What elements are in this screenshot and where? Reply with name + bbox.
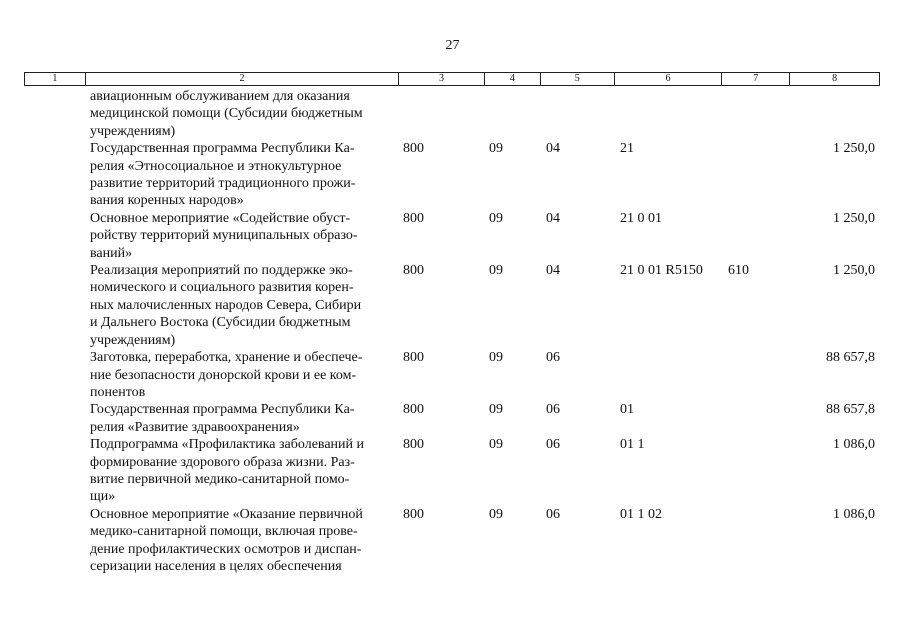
row-subsection-code: 06: [546, 350, 560, 366]
header-col-8: 8: [832, 73, 838, 84]
header-col-2: 2: [86, 73, 399, 85]
row-expense-type: 610: [728, 263, 749, 279]
row-description: [90, 210, 390, 262]
description-line: вания коренных народов»: [90, 193, 244, 209]
description-line: Основное мероприятие «Оказание первичной: [90, 506, 363, 522]
row-ministry-code: 800: [403, 402, 424, 418]
description-line: серизации населения в целях обеспечения: [90, 558, 342, 574]
header-col-7: 7: [722, 73, 790, 85]
description-line: медицинской помощи (Субсидии бюджетным: [90, 106, 363, 122]
row-subsection-code: 04: [546, 141, 560, 157]
row-section-code: 09: [489, 141, 503, 157]
row-section-code: 09: [489, 437, 503, 453]
header-col-1: 1: [25, 73, 86, 85]
row-description: [90, 401, 390, 436]
description-line: Основное мероприятие «Содействие обуст-: [90, 210, 351, 226]
row-amount: 1 250,0: [833, 210, 875, 226]
row-amount: 88 657,8: [826, 402, 875, 418]
description-line: Реализация мероприятий по поддержке эко-: [90, 263, 353, 279]
row-amount: 1 250,0: [833, 263, 875, 279]
row-amount: 1 086,0: [833, 506, 875, 522]
row-section-code: 09: [489, 263, 503, 279]
row-target-article: 21: [620, 141, 634, 157]
row-ministry-code: 800: [403, 506, 424, 522]
description-line: Заготовка, переработка, хранение и обеспече-: [90, 350, 363, 366]
row-subsection-code: 04: [546, 210, 560, 226]
row-ministry-code: 800: [403, 141, 424, 157]
description-line: релия «Развитие здравоохранения»: [90, 419, 300, 435]
header-col-6: 6: [615, 73, 723, 85]
table-row: [0, 401, 905, 436]
description-line: понентов: [90, 384, 146, 400]
description-line: учреждениям): [90, 123, 176, 139]
row-description: [90, 262, 390, 349]
description-line: ных малочисленных народов Севера, Сибири: [90, 297, 362, 313]
header-col-3: 3: [399, 73, 485, 85]
description-line: учреждениям): [90, 332, 176, 348]
row-ministry-code: 800: [403, 437, 424, 453]
table-row: [0, 436, 905, 506]
row-description: [90, 436, 390, 506]
table-row: [0, 88, 905, 140]
row-section-code: 09: [489, 402, 503, 418]
row-target-article: 21 0 01: [620, 210, 662, 226]
row-amount: 1 250,0: [833, 141, 875, 157]
table-body: [0, 88, 905, 575]
row-target-article: 01: [620, 402, 634, 418]
row-section-code: 09: [489, 506, 503, 522]
table-row: [0, 140, 905, 210]
row-ministry-code: 800: [403, 210, 424, 226]
row-target-article: 01 1 02: [620, 506, 662, 522]
description-line: дение профилактических осмотров и диспан-: [90, 541, 362, 557]
table-row: [0, 262, 905, 349]
row-ministry-code: 800: [403, 263, 424, 279]
description-line: Подпрограмма «Профилактика заболеваний и: [90, 437, 365, 453]
description-line: витие первичной медико-санитарной помо-: [90, 471, 350, 487]
row-target-article: 21 0 01 R5150: [620, 263, 703, 279]
description-line: номического и социального развития корен-: [90, 280, 354, 296]
table-row: [0, 506, 905, 576]
row-subsection-code: 06: [546, 402, 560, 418]
description-line: ройству территорий муниципальных образо-: [90, 228, 358, 244]
row-amount: 1 086,0: [833, 437, 875, 453]
row-subsection-code: 04: [546, 263, 560, 279]
row-description: [90, 88, 390, 140]
row-section-code: 09: [489, 210, 503, 226]
row-description: [90, 506, 390, 576]
table-row: [0, 210, 905, 262]
row-amount: 88 657,8: [826, 350, 875, 366]
header-col-5: 5: [541, 73, 615, 85]
description-line: Государственная программа Республики Ка-: [90, 402, 355, 418]
description-line: щи»: [90, 489, 116, 505]
description-line: релия «Этносоциальное и этнокультурное: [90, 158, 342, 174]
description-line: и Дальнего Востока (Субсидии бюджетным: [90, 315, 351, 331]
description-line: развитие территорий традиционного прожи-: [90, 176, 356, 192]
table-header: [24, 72, 880, 86]
description-line: формирование здорового образа жизни. Раз-: [90, 454, 355, 470]
row-description: [90, 349, 390, 401]
header-col-4: 4: [485, 73, 541, 85]
description-line: ние безопасности донорской крови и ее ком-: [90, 367, 357, 383]
row-target-article: 01 1: [620, 437, 645, 453]
row-ministry-code: 800: [403, 350, 424, 366]
row-subsection-code: 06: [546, 506, 560, 522]
row-description: [90, 140, 390, 210]
description-line: медико-санитарной помощи, включая прове-: [90, 524, 358, 540]
description-line: авиационным обслуживанием для оказания: [90, 89, 350, 104]
table-row: [0, 349, 905, 401]
description-line: Государственная программа Республики Ка-: [90, 141, 355, 157]
row-section-code: 09: [489, 350, 503, 366]
row-subsection-code: 06: [546, 437, 560, 453]
description-line: ваний»: [90, 245, 133, 261]
page-number: 27: [445, 38, 460, 53]
